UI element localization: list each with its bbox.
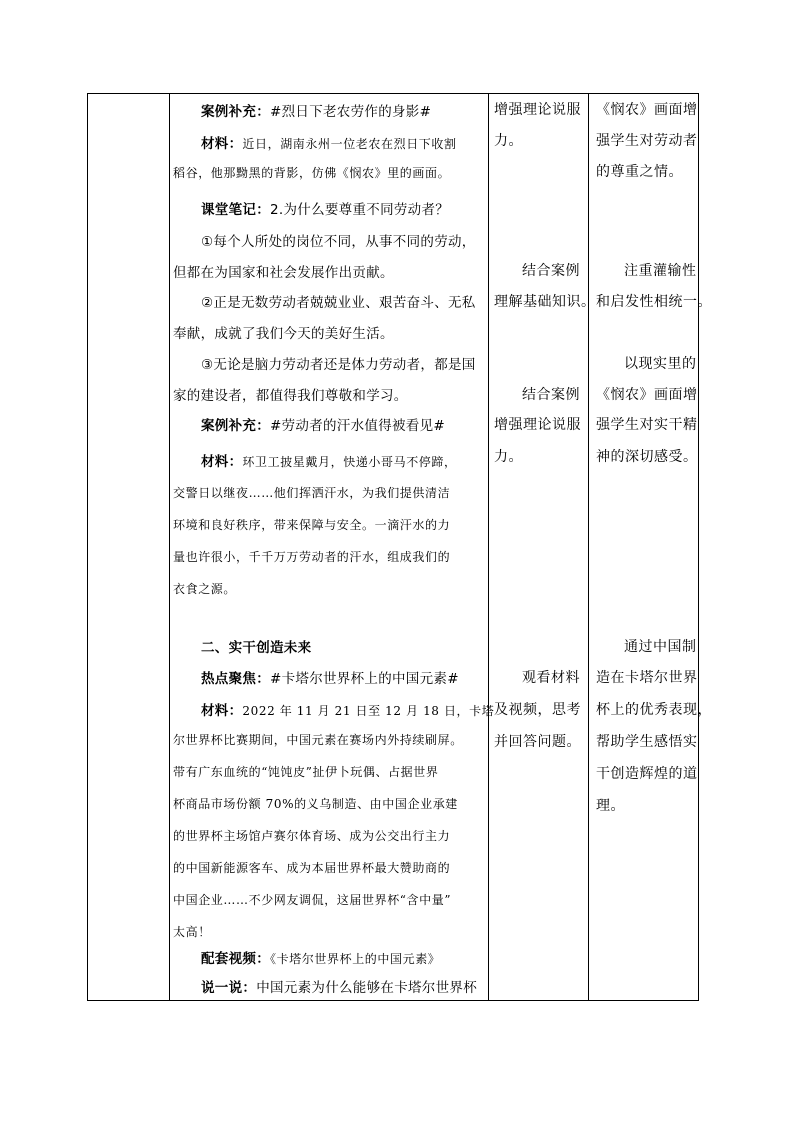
activity-4-line-3: 并回答问题。: [494, 734, 581, 750]
activity-2-line-1: 结合案例: [522, 263, 580, 279]
worldcup-material-line-4: 杯商品市场份额 70%的义乌制造、由中国企业承建: [173, 797, 458, 811]
intent-4-line-1: 通过中国制: [624, 639, 697, 655]
activity-4-line-2: 及视频，思考: [494, 702, 581, 718]
activity-1-line-1: 增强理论说服: [494, 102, 581, 118]
intent-3-line-2: 《悯农》画面增: [596, 387, 698, 403]
notes-point-1-line-1: ①每个人所处的岗位不同，从事不同的劳动，: [201, 234, 476, 250]
student-activity-column: [490, 94, 596, 1000]
worldcup-material-line-6: 的中国新能源客车、成为本届世界杯最大赞助商的: [173, 861, 451, 875]
case1-material-line-1: 材料：近日，湖南永州一位老农在烈日下收割: [201, 136, 457, 152]
intent-2-line-2: 和启发性相统一。: [596, 294, 712, 310]
activity-3-line-3: 力。: [494, 449, 523, 465]
notes-point-2-line-1: ②正是无数劳动者兢兢业业、艰苦奋斗、无私: [201, 295, 476, 311]
case1-line: 案例补充：#烈日下老农劳作的身影#: [201, 104, 432, 120]
hot-focus-line: 热点聚焦：#卡塔尔世界杯上的中国元素#: [201, 671, 459, 687]
notes-point-2-line-2: 奉献，成就了我们今天的美好生活。: [173, 326, 394, 342]
intent-4-line-6: 理。: [596, 798, 625, 814]
activity-1-line-2: 力。: [494, 133, 523, 149]
intent-2-line-1: 注重灌输性: [624, 263, 697, 279]
video-line: 配套视频：《卡塔尔世界杯上的中国元素》: [201, 951, 441, 967]
notes-point-3-line-1: ③无论是脑力劳动者还是体力劳动者，都是国: [201, 357, 476, 373]
column-divider-3: [588, 94, 589, 1000]
worldcup-material-line-5: 的世界杯主场馆卢赛尔体育场、成为公交出行主力: [173, 829, 451, 843]
design-intent-column: [592, 94, 712, 1000]
notes-point-3-line-2: 家的建设者，都值得我们尊敬和学习。: [173, 388, 408, 404]
activity-4-line-1: 观看材料: [522, 670, 580, 686]
section2-heading: 二、实干创造未来: [201, 640, 312, 656]
case2-material-line-2: 交警日以继夜……他们挥洒汗水，为我们提供清洁: [173, 486, 451, 500]
intent-3-line-4: 神的深切感受。: [596, 449, 698, 465]
case2-material-line-1: 材料：环卫工披星戴月，快递小哥马不停蹄，: [201, 454, 457, 470]
activity-3-line-1: 结合案例: [522, 387, 580, 403]
say-line: 说一说：中国元素为什么能够在卡塔尔世界杯: [201, 980, 478, 996]
worldcup-material-line-1: 材料：2022 年 11 月 21 日至 12 月 18 日，卡塔: [201, 703, 495, 719]
case2-line: 案例补充：#劳动者的汗水值得被看见#: [201, 418, 446, 434]
intent-4-line-2: 造在卡塔尔世界: [596, 670, 698, 686]
activity-2-line-2: 理解基础知识。: [494, 294, 596, 310]
case2-material-line-5: 衣食之源。: [173, 582, 237, 596]
lesson-plan-table: [87, 93, 712, 1001]
intent-4-line-5: 干创造辉煌的道: [596, 766, 698, 782]
activity-3-line-2: 增强理论说服: [494, 417, 581, 433]
intent-1-line-2: 强学生对劳动者: [596, 133, 698, 149]
intent-3-line-1: 以现实里的: [624, 356, 697, 372]
notes-line: 课堂笔记：2.为什么要尊重不同劳动者？: [201, 202, 450, 218]
intent-4-line-4: 帮助学生感悟实: [596, 734, 698, 750]
intent-4-line-3: 杯上的优秀表现，: [596, 702, 712, 718]
worldcup-material-line-3: 带有广东血统的“饨饨皮”扯伊卜玩偶、占据世界: [173, 765, 439, 779]
worldcup-material-line-7: 中国企业……不少网友调侃，这届世界杯“含中量”: [173, 893, 452, 907]
intent-1-line-1: 《悯农》画面增: [596, 102, 698, 118]
case2-material-line-3: 环境和良好秩序，带来保障与安全。一滴汗水的力: [173, 518, 451, 532]
case2-material-line-4: 量也许很小，千千万万劳动者的汗水，组成我们的: [173, 550, 451, 564]
notes-point-1-line-2: 但都在为国家和社会发展作出贡献。: [173, 265, 394, 281]
case1-material-line-2: 稻谷，他那黝黑的背影，仿佛《悯农》里的画面。: [173, 166, 451, 180]
intent-1-line-3: 的尊重之情。: [596, 164, 683, 180]
worldcup-material-line-2: 尔世界杯比赛期间，中国元素在赛场内外持续刷屏。: [173, 733, 463, 747]
worldcup-material-line-8: 太高！: [173, 925, 211, 939]
intent-3-line-3: 强学生对实干精: [596, 417, 698, 433]
